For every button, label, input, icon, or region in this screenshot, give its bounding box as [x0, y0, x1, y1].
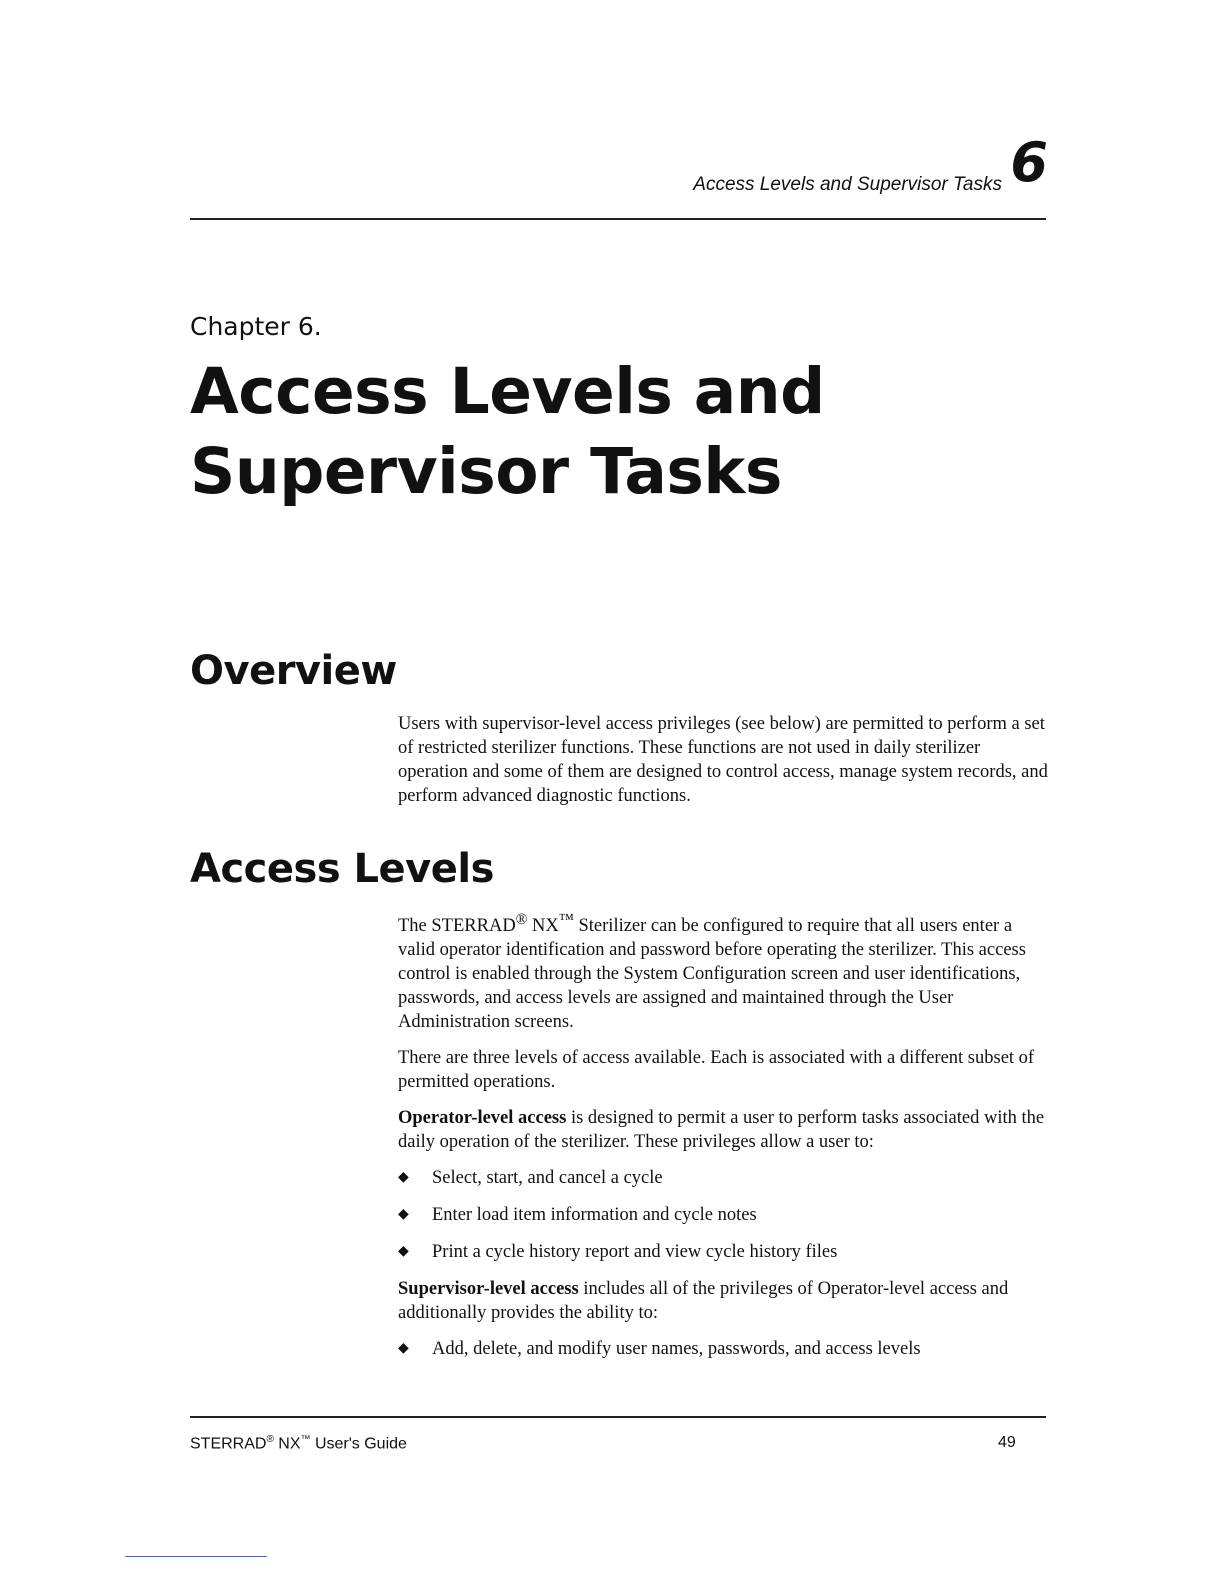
operator-term: Operator-level access [398, 1108, 567, 1129]
footer-brand: STERRAD [190, 1435, 267, 1453]
diamond-bullet-icon: ◆ [398, 1207, 409, 1223]
supervisor-text: includes all of the privileges of Operator-level access and additionally provides the ability to: [398, 1279, 1009, 1324]
overview-paragraph: Users with supervisor-level access privileges (see below) are permitted to perform a set of restricted sterilizer functions. These functions are not used in daily sterilizer operation and some of them are designed to control access, manage system records, and perform advanced diagnostic functions. [398, 714, 1048, 806]
footer-guide-title [190, 1434, 407, 1453]
footer-trademark: ™ [300, 1434, 311, 1445]
list-item [398, 1240, 1048, 1264]
access-intro-paragraph [398, 908, 1048, 1034]
list-item [398, 1203, 1048, 1227]
list-item [398, 1166, 1048, 1190]
supervisor-bullet-list [398, 1337, 1048, 1361]
footer-guide-label: User's Guide [310, 1435, 407, 1453]
access-levels-body [398, 908, 1048, 1374]
intro-text: Sterilizer can be configured to require that all users enter a valid operator identification and password before operating the sterilizer. This access control is enabled through the System Configuration screen and user identifications, passwords, and access levels are assigned and maintained through the User Administration screens. [398, 916, 1026, 1033]
list-item [398, 1337, 1048, 1361]
operator-paragraph [398, 1106, 1048, 1154]
diamond-bullet-icon: ◆ [398, 1244, 409, 1260]
footer-rule [190, 1416, 1046, 1418]
overview-heading: Overview [190, 648, 397, 694]
operator-text: is designed to permit a user to perform tasks associated with the daily operation of the sterilizer. These privileges allow a user to: [398, 1108, 1045, 1153]
bullet-text: Print a cycle history report and view cycle history files [432, 1242, 838, 1263]
diamond-bullet-icon: ◆ [398, 1341, 409, 1357]
page-number: 49 [998, 1434, 1016, 1451]
operator-bullet-list [398, 1166, 1048, 1264]
chapter-title [190, 352, 1010, 512]
supervisor-paragraph [398, 1277, 1048, 1325]
bullet-text: Select, start, and cancel a cycle [432, 1168, 663, 1189]
intro-registered-mark: ® [515, 911, 528, 928]
running-header-title: Access Levels and Supervisor Tasks [693, 174, 1002, 195]
header-rule [190, 218, 1046, 220]
bullet-text: Add, delete, and modify user names, passwords, and access levels [432, 1339, 921, 1360]
chapter-title-line-1: Access Levels and [190, 355, 825, 428]
footer-product: NX [273, 1435, 301, 1453]
supervisor-term: Supervisor-level access [398, 1279, 579, 1300]
access-levels-heading: Access Levels [190, 846, 494, 892]
intro-trademark: ™ [558, 911, 574, 928]
scan-artifact-line [125, 1556, 267, 1557]
bullet-text: Enter load item information and cycle notes [432, 1205, 757, 1226]
overview-body [398, 712, 1048, 820]
chapter-title-line-2: Supervisor Tasks [190, 435, 782, 508]
footer-registered-mark: ® [266, 1434, 274, 1445]
levels-paragraph: There are three levels of access available. Each is associated with a different subset of permitted operations. [398, 1048, 1035, 1093]
intro-brand: The STERRAD [398, 916, 516, 937]
diamond-bullet-icon: ◆ [398, 1170, 409, 1186]
intro-product: NX [527, 916, 559, 937]
chapter-label: Chapter 6. [190, 312, 322, 341]
running-header-chapter-number: 6 [1010, 131, 1048, 194]
